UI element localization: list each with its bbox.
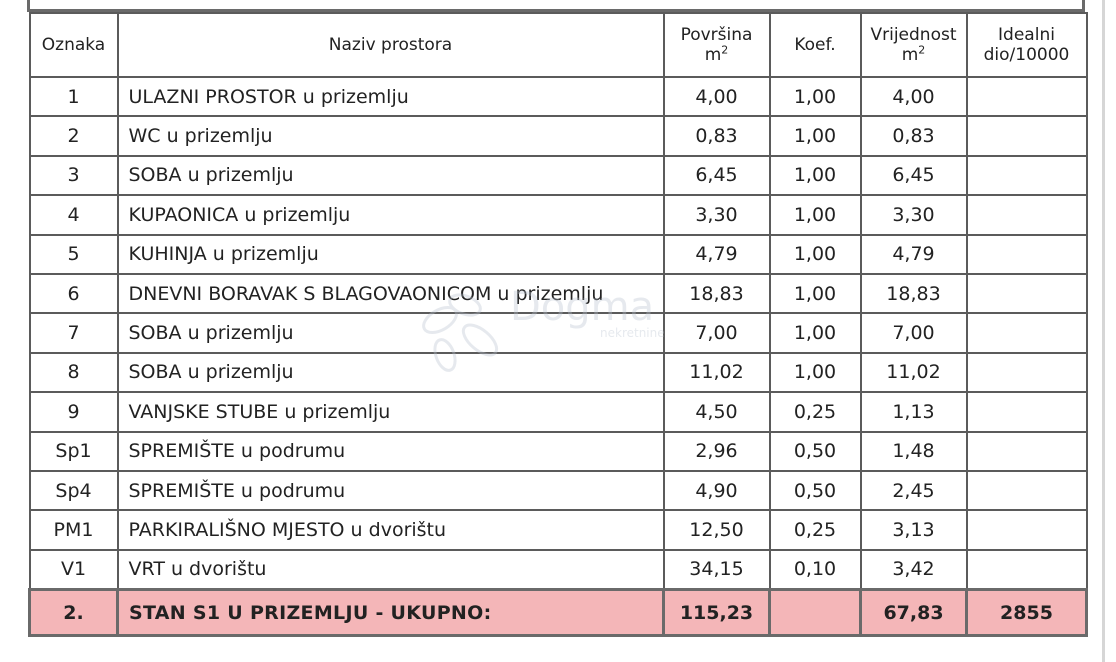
cell-vrijednost: 2,45 xyxy=(861,471,967,510)
cell-koef: 1,00 xyxy=(770,195,861,234)
table-header-row xyxy=(30,13,1087,77)
cell-oznaka: V1 xyxy=(30,550,118,590)
cell-vrijednost: 4,00 xyxy=(861,77,967,116)
table-row xyxy=(30,313,1087,352)
cell-idealni xyxy=(967,77,1087,116)
cell-povrsina: 4,90 xyxy=(664,471,770,510)
cell-koef: 0,25 xyxy=(770,510,861,549)
cell-koef: 0,50 xyxy=(770,432,861,471)
cell-povrsina: 3,30 xyxy=(664,195,770,234)
header-povrsina-unit: $m^2$ xyxy=(704,43,729,65)
cell-idealni xyxy=(967,274,1087,313)
cell-oznaka: 6 xyxy=(30,274,118,313)
total-naziv: STAN S1 U PRIZEMLJU - UKUPNO: xyxy=(118,590,664,636)
cell-naziv: SPREMIŠTE u podrumu xyxy=(118,432,664,471)
total-vrijednost: 67,83 xyxy=(861,590,967,636)
cell-vrijednost: 0,83 xyxy=(861,116,967,155)
cell-naziv: VRT u dvorištu xyxy=(118,550,664,590)
total-idealni: 2855 xyxy=(967,590,1087,636)
cell-oznaka: Sp4 xyxy=(30,471,118,510)
cell-oznaka: 1 xyxy=(30,77,118,116)
cell-idealni xyxy=(967,471,1087,510)
cell-povrsina: 18,83 xyxy=(664,274,770,313)
cell-povrsina: 4,79 xyxy=(664,235,770,274)
cell-idealni xyxy=(967,550,1087,590)
cell-vrijednost: 11,02 xyxy=(861,353,967,392)
cell-vrijednost: 7,00 xyxy=(861,313,967,352)
cell-koef: 1,00 xyxy=(770,116,861,155)
cell-vrijednost: 3,42 xyxy=(861,550,967,590)
header-vrijednost-label: Vrijednost xyxy=(870,25,957,45)
cell-idealni xyxy=(967,116,1087,155)
cell-idealni xyxy=(967,510,1087,549)
table-row xyxy=(30,353,1087,392)
header-povrsina-label: Površina xyxy=(680,25,753,45)
cell-koef: 1,00 xyxy=(770,77,861,116)
cell-vrijednost: 3,13 xyxy=(861,510,967,549)
cell-koef: 0,50 xyxy=(770,471,861,510)
cell-povrsina: 11,02 xyxy=(664,353,770,392)
cell-koef: 1,00 xyxy=(770,313,861,352)
cell-naziv: KUHINJA u prizemlju xyxy=(118,235,664,274)
table-row xyxy=(30,471,1087,510)
header-vrijednost-unit: $m^2$ xyxy=(901,43,926,65)
cell-vrijednost: 1,13 xyxy=(861,392,967,431)
cell-oznaka: 4 xyxy=(30,195,118,234)
cell-povrsina: 12,50 xyxy=(664,510,770,549)
cell-oznaka: 5 xyxy=(30,235,118,274)
table-row xyxy=(30,432,1087,471)
cell-oznaka: 3 xyxy=(30,156,118,195)
cell-idealni xyxy=(967,392,1087,431)
table-row xyxy=(30,156,1087,195)
cell-oznaka: 2 xyxy=(30,116,118,155)
cell-povrsina: 4,50 xyxy=(664,392,770,431)
header-povrsina xyxy=(664,13,770,77)
cell-povrsina: 7,00 xyxy=(664,313,770,352)
table-row xyxy=(30,195,1087,234)
cell-idealni xyxy=(967,313,1087,352)
table-row xyxy=(30,116,1087,155)
cell-oznaka: 8 xyxy=(30,353,118,392)
cell-naziv: ULAZNI PROSTOR u prizemlju xyxy=(118,77,664,116)
cell-povrsina: 6,45 xyxy=(664,156,770,195)
cell-povrsina: 2,96 xyxy=(664,432,770,471)
cell-naziv: SOBA u prizemlju xyxy=(118,353,664,392)
cell-naziv: SOBA u prizemlju xyxy=(118,156,664,195)
cell-idealni xyxy=(967,156,1087,195)
cell-oznaka: Sp1 xyxy=(30,432,118,471)
total-oznaka: 2. xyxy=(30,590,118,636)
header-naziv: Naziv prostora xyxy=(118,13,664,77)
cell-idealni xyxy=(967,353,1087,392)
header-idealni: Idealni dio/10000 xyxy=(967,13,1087,77)
table-row xyxy=(30,510,1087,549)
cell-koef: 1,00 xyxy=(770,235,861,274)
cell-koef: 1,00 xyxy=(770,156,861,195)
table-row xyxy=(30,274,1087,313)
cell-koef: 1,00 xyxy=(770,353,861,392)
header-vrijednost xyxy=(861,13,967,77)
cell-koef: 0,10 xyxy=(770,550,861,590)
cell-naziv: DNEVNI BORAVAK S BLAGOVAONICOM u prizemlju xyxy=(118,274,664,313)
cell-idealni xyxy=(967,235,1087,274)
cell-idealni xyxy=(967,195,1087,234)
cell-koef: 0,25 xyxy=(770,392,861,431)
watermark-brand: Dogma xyxy=(510,285,655,330)
table-row xyxy=(30,392,1087,431)
total-row xyxy=(30,590,1087,636)
cell-povrsina: 4,00 xyxy=(664,77,770,116)
cell-idealni xyxy=(967,432,1087,471)
cell-naziv: VANJSKE STUBE u prizemlju xyxy=(118,392,664,431)
total-koef xyxy=(770,590,861,636)
cell-koef: 1,00 xyxy=(770,274,861,313)
header-koef: Koef. xyxy=(770,13,861,77)
table-row xyxy=(30,550,1087,590)
cell-naziv: KUPAONICA u prizemlju xyxy=(118,195,664,234)
cell-povrsina: 0,83 xyxy=(664,116,770,155)
cell-vrijednost: 6,45 xyxy=(861,156,967,195)
page-edge-shadow xyxy=(1102,0,1105,662)
cell-vrijednost: 18,83 xyxy=(861,274,967,313)
cell-vrijednost: 1,48 xyxy=(861,432,967,471)
cell-naziv: PARKIRALIŠNO MJESTO u dvorištu xyxy=(118,510,664,549)
area-table xyxy=(28,12,1088,637)
cell-oznaka: PM1 xyxy=(30,510,118,549)
cell-povrsina: 34,15 xyxy=(664,550,770,590)
cell-oznaka: 7 xyxy=(30,313,118,352)
table-row xyxy=(30,235,1087,274)
cell-naziv: SOBA u prizemlju xyxy=(118,313,664,352)
previous-table-bottom-frame xyxy=(27,0,1085,12)
total-povrsina: 115,23 xyxy=(664,590,770,636)
header-oznaka: Oznaka xyxy=(30,13,118,77)
watermark-sub: nekretnine xyxy=(600,326,665,340)
table-row xyxy=(30,77,1087,116)
cell-naziv: WC u prizemlju xyxy=(118,116,664,155)
cell-vrijednost: 3,30 xyxy=(861,195,967,234)
cell-vrijednost: 4,79 xyxy=(861,235,967,274)
cell-naziv: SPREMIŠTE u podrumu xyxy=(118,471,664,510)
cell-oznaka: 9 xyxy=(30,392,118,431)
